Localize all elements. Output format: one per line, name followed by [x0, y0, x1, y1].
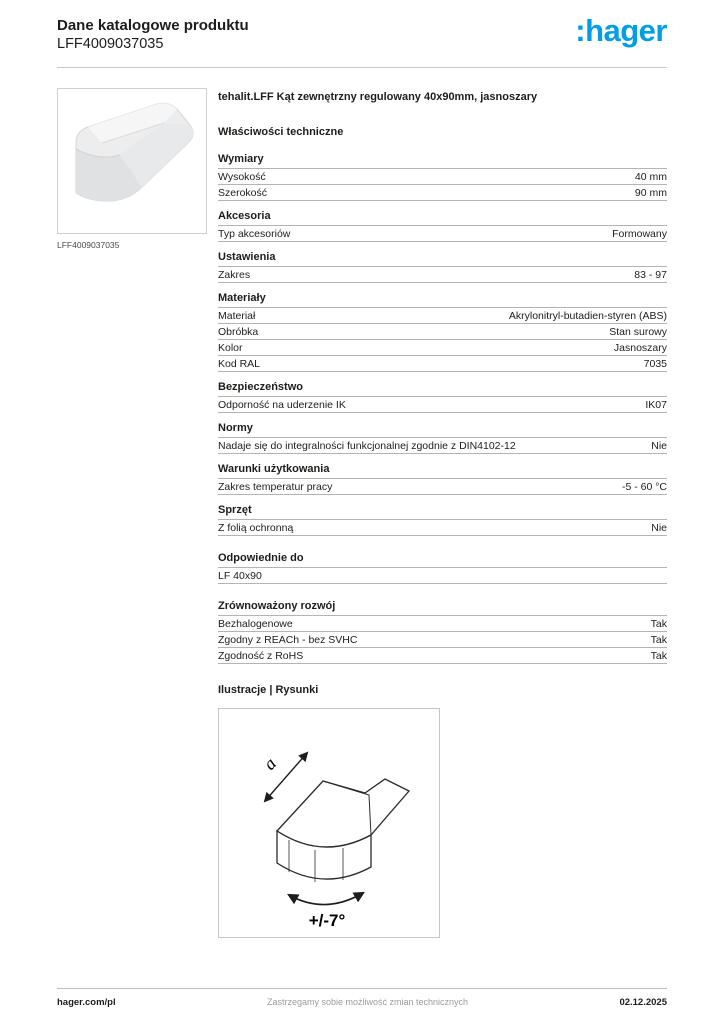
- spec-row: [218, 632, 667, 648]
- dimension-label: a: [259, 753, 281, 774]
- spec-section: [218, 153, 667, 201]
- spec-section-title: Normy: [218, 422, 667, 438]
- spec-row: [218, 185, 667, 201]
- spec-label: Zakres temperatur pracy: [218, 480, 333, 493]
- spec-section: [218, 422, 667, 454]
- spec-section-title: Materiały: [218, 292, 667, 308]
- spec-row: [218, 169, 667, 185]
- spec-row: [218, 267, 667, 283]
- illustrations-heading: Ilustracje | Rysunki: [218, 684, 319, 696]
- spec-section: [218, 504, 667, 536]
- spec-label: Zakres: [218, 268, 251, 281]
- page-footer: [57, 988, 667, 1008]
- footer-date: 02.12.2025: [619, 997, 667, 1008]
- spec-section: [218, 552, 667, 584]
- spec-value: IK07: [645, 398, 667, 411]
- spec-label: Z folią ochronną: [218, 521, 294, 534]
- spec-section-title: Odpowiednie do: [218, 552, 667, 568]
- spec-label: Odporność na uderzenie IK: [218, 398, 346, 411]
- spec-section: [218, 292, 667, 372]
- header-text: [57, 16, 249, 54]
- spec-row: [218, 648, 667, 664]
- footer-site: hager.com/pl: [57, 997, 116, 1008]
- spec-row: [218, 520, 667, 536]
- spec-label: Kolor: [218, 341, 243, 354]
- technical-drawing: [218, 708, 440, 938]
- spec-section-title: Warunki użytkowania: [218, 463, 667, 479]
- spec-label: Zgodny z REACh - bez SVHC: [218, 633, 358, 646]
- page-title: Dane katalogowe produktu: [57, 17, 249, 34]
- spec-section: [218, 210, 667, 242]
- spec-value: Akrylonitryl-butadien-styren (ABS): [508, 309, 667, 322]
- corner-piece-photo: [58, 89, 206, 233]
- angle-arrow: [289, 893, 363, 905]
- spec-section-title: Akcesoria: [218, 210, 667, 226]
- spec-row: [218, 340, 667, 356]
- spec-value: 7035: [643, 357, 667, 370]
- specs-heading: Właściwości techniczne: [218, 126, 344, 138]
- spec-label: Szerokość: [218, 186, 268, 199]
- spec-value: Tak: [650, 649, 667, 662]
- spec-value: Nie: [651, 439, 667, 452]
- spec-value: Jasnoszary: [613, 341, 667, 354]
- spec-section: [218, 381, 667, 413]
- product-code: LFF4009037035: [57, 36, 164, 52]
- spec-row: [218, 479, 667, 495]
- spec-section-title: Bezpieczeństwo: [218, 381, 667, 397]
- spec-section-title: Wymiary: [218, 153, 667, 169]
- spec-section: [218, 600, 667, 664]
- spec-value: Nie: [651, 521, 667, 534]
- spec-label: Zgodność z RoHS: [218, 649, 304, 662]
- spec-label: Typ akcesoriów: [218, 227, 291, 240]
- spec-column: [218, 88, 667, 938]
- spec-value: Tak: [650, 617, 667, 630]
- page-header: [0, 0, 724, 54]
- spec-row: [218, 568, 667, 584]
- spec-row: [218, 438, 667, 454]
- hager-logo: :hager: [575, 13, 667, 48]
- spec-section-title: Zrównoważony rozwój: [218, 600, 667, 616]
- spec-label: Wysokość: [218, 170, 266, 183]
- spec-row: [218, 397, 667, 413]
- spec-value: Tak: [650, 633, 667, 646]
- product-title: tehalit.LFF Kąt zewnętrzny regulowany 40x90mm, jasnoszary: [218, 91, 538, 103]
- spec-row: [218, 356, 667, 372]
- spec-value: 40 mm: [634, 170, 667, 183]
- footer-disclaimer: Zastrzegamy sobie możliwość zmian technicznych: [266, 997, 469, 1007]
- spec-row: [218, 616, 667, 632]
- product-photo-caption: LFF4009037035: [57, 240, 120, 250]
- spec-section-title: Sprzęt: [218, 504, 667, 520]
- angle-label: +/-7°: [308, 911, 346, 930]
- product-photo: [57, 88, 207, 234]
- spec-sections: [218, 153, 667, 664]
- spec-row: [218, 308, 667, 324]
- spec-row: [218, 324, 667, 340]
- spec-label: Kod RAL: [218, 357, 261, 370]
- spec-row: [218, 226, 667, 242]
- spec-label: Materiał: [218, 309, 256, 322]
- spec-label: LF 40x90: [218, 569, 262, 582]
- spec-value: 90 mm: [634, 186, 667, 199]
- spec-label: Obróbka: [218, 325, 259, 338]
- drawing-top-face: [277, 779, 409, 847]
- spec-value: Formowany: [612, 227, 667, 240]
- spec-value: 83 - 97: [634, 268, 667, 281]
- spec-section-title: Ustawienia: [218, 251, 667, 267]
- product-image-column: [57, 88, 207, 938]
- corner-piece-drawing: [219, 709, 439, 937]
- spec-value: Stan surowy: [609, 325, 667, 338]
- spec-section: [218, 463, 667, 495]
- spec-label: Bezhalogenowe: [218, 617, 293, 630]
- spec-section: [218, 251, 667, 283]
- spec-label: Nadaje się do integralności funkcjonalnej zgodnie z DIN4102-12: [218, 439, 516, 452]
- spec-value: -5 - 60 °C: [621, 480, 667, 493]
- main-content: [0, 68, 724, 938]
